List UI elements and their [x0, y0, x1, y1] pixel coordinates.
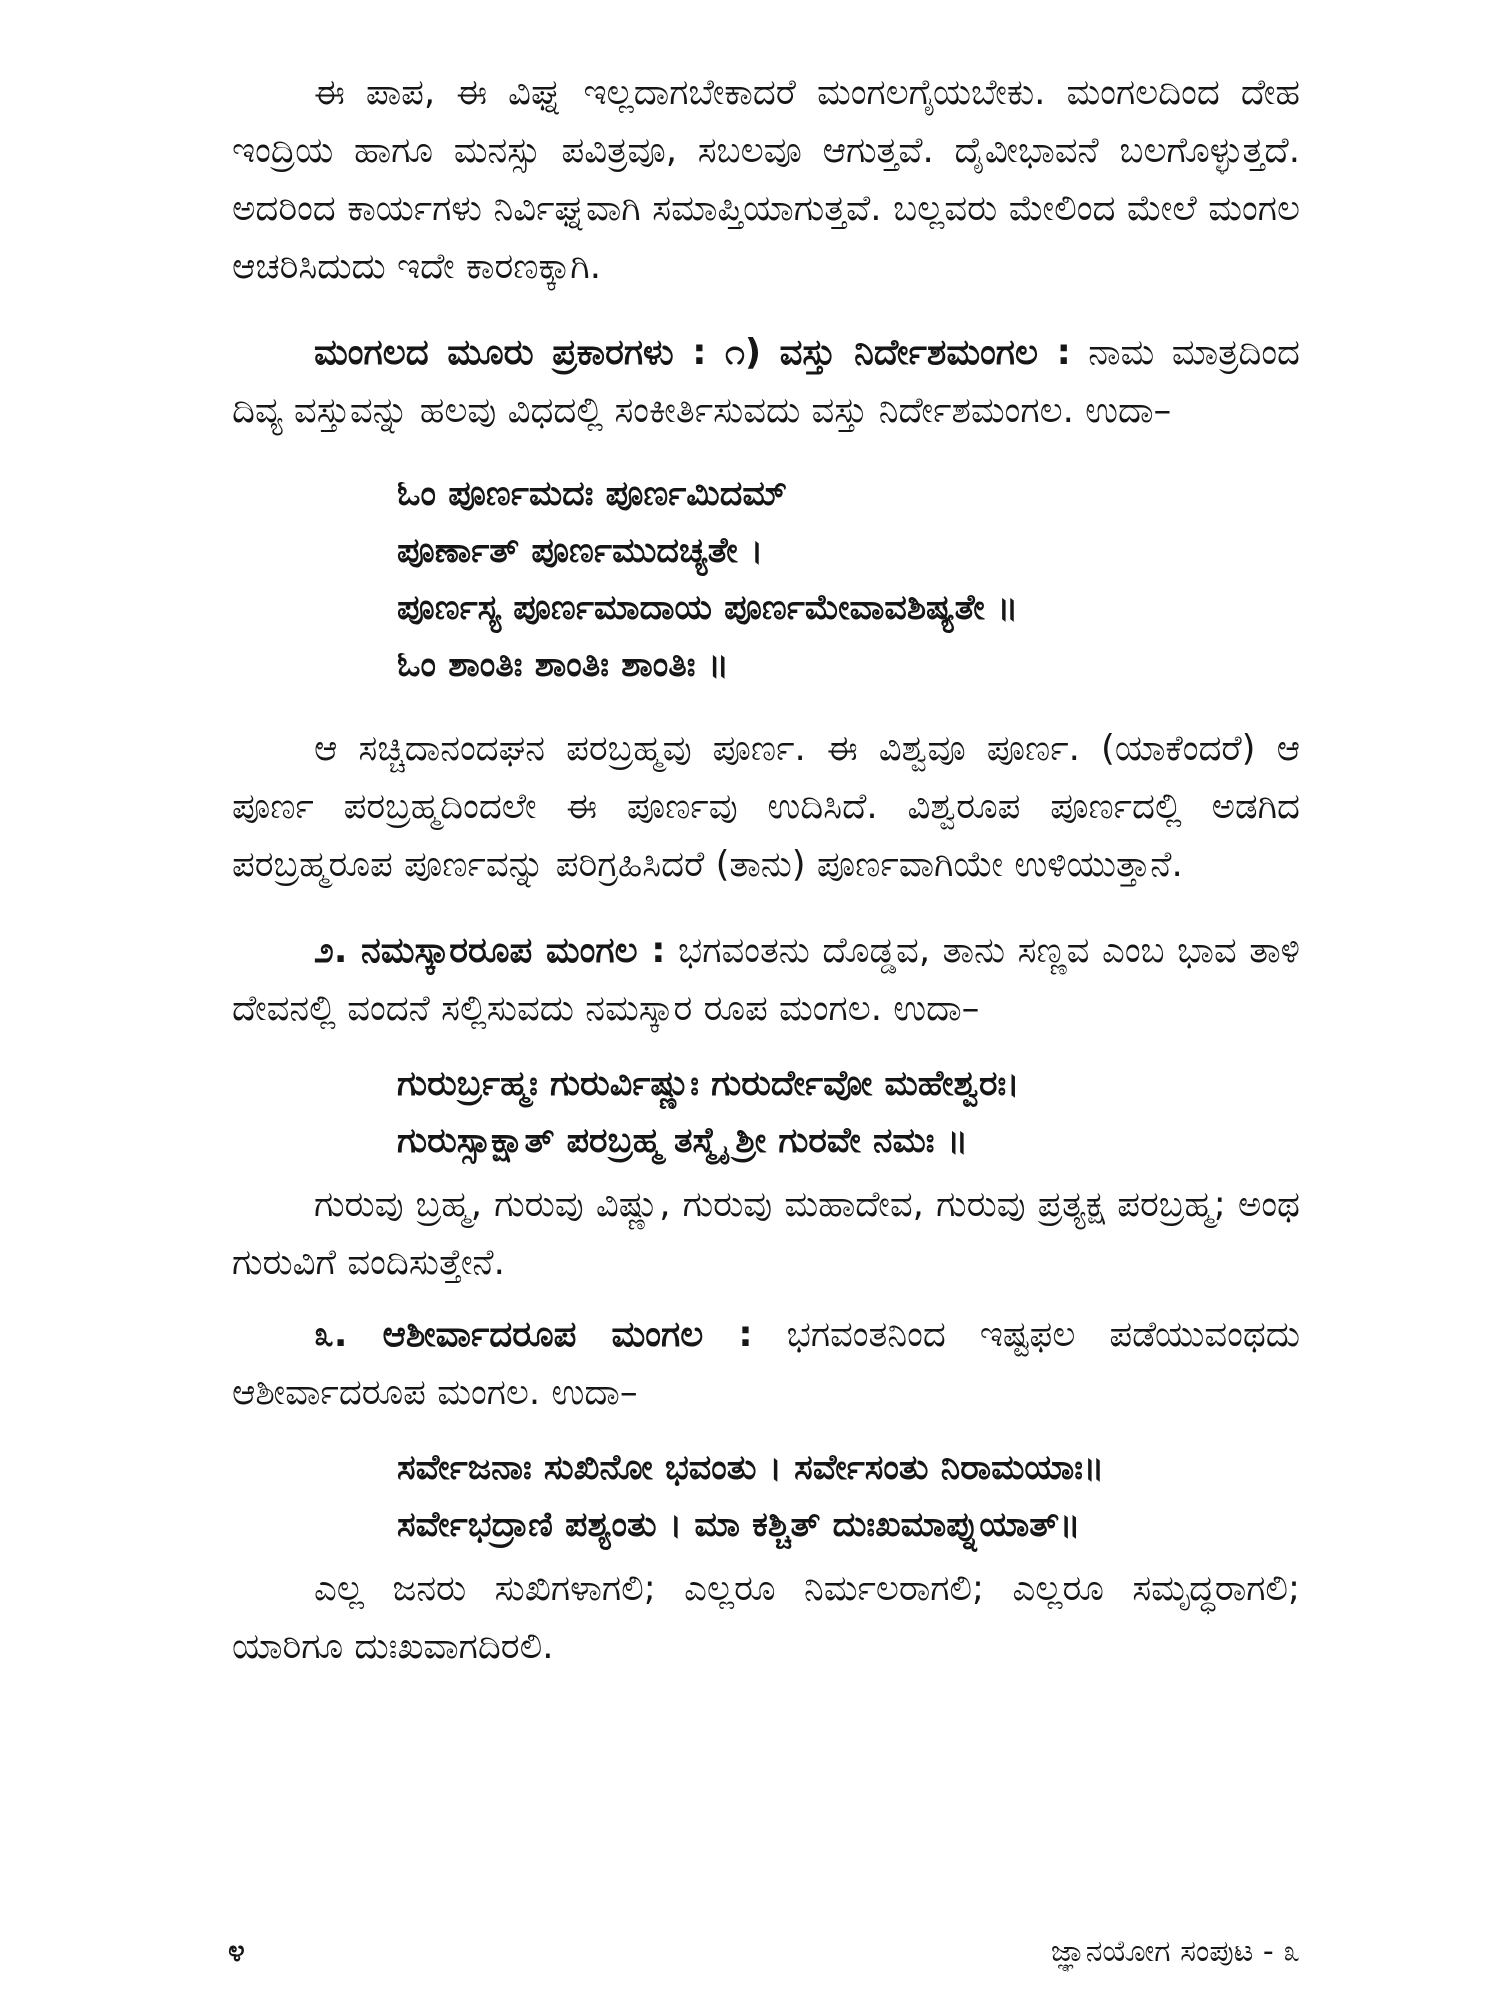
verse-line: ಸರ್ವೇಜನಾಃ ಸುಖಿನೋ ಭವಂತು । ಸರ್ವೇಸಂತು ನಿರಾಮಯಾಃ॥: [397, 1448, 1105, 1488]
page-number: ೪: [228, 1934, 245, 1969]
verse-line: ಪೂರ್ಣಾತ್ ಪೂರ್ಣಮುದಚ್ಯತೇ ।: [397, 531, 764, 571]
section3-text: ಭಗವಂತನಿಂದ ಇಷ್ಟಫಲ ಪಡೆಯುವಂಥದು ಆಶೀರ್ವಾದರೂಪ ಮಂಗಲ. ಉದಾ–: [232, 1314, 1300, 1413]
section2-paragraph: [232, 922, 1300, 1038]
verse-line: ಓಂ ಪೂರ್ಣಮದಃ ಪೂರ್ಣಮಿದಮ್: [397, 474, 787, 514]
intro-paragraph: ಈ ಪಾಪ, ಈ ವಿಘ್ನ ಇಲ್ಲದಾಗಬೇಕಾದರೆ ಮಂಗಲಗೈಯಬೇಕು. ಮಂಗಲದಿಂದ ದೇಹ ಇಂದ್ರಿಯ ಹಾಗೂ ಮನಸ್ಸು ಪವಿತ್ರವೂ, ಸಬಲವೂ ಆಗುತ್ತವೆ. ದೈವೀಭಾವನೆ ಬಲಗೊಳ್ಳುತ್ತದೆ. ಅದರಿಂದ ಕಾರ್ಯಗಳು ನಿರ್ವಿಘ್ನವಾಗಿ ಸಮಾಪ್ತಿಯಾಗುತ್ತವೆ. ಬಲ್ಲವರು ಮೇಲಿಂದ ಮೇಲೆ ಮಂಗಲ ಆಚರಿಸಿದುದು ಇದೇ ಕಾರಣಕ್ಕಾಗಿ.: [232, 72, 1300, 287]
section2-text: ಭಗವಂತನು ದೊಡ್ಡವ, ತಾನು ಸಣ್ಣವ ಎಂಬ ಭಾವ ತಾಳಿ ದೇವನಲ್ಲಿ ವಂದನೆ ಸಲ್ಲಿಸುವದು ನಮಸ್ಕಾರ ರೂಪ ಮಂಗಲ. ಉದಾ–: [232, 930, 1300, 1029]
section2-meaning: ಗುರುವು ಬ್ರಹ್ಮ, ಗುರುವು ವಿಷ್ಣು, ಗುರುವು ಮಹಾದೇವ, ಗುರುವು ಪ್ರತ್ಯಕ್ಷ ಪರಬ್ರಹ್ಮ; ಅಂಥ ಗುರುವಿಗೆ ವಂದಿಸುತ್ತೇನೆ.: [232, 1184, 1300, 1283]
verse-line: ಗುರುರ್ಬ್ರಹ್ಮಃ ಗುರುರ್ವಿಷ್ಣುಃ ಗುರುರ್ದೇವೋ ಮಹೇಶ್ವರಃ।: [397, 1064, 1020, 1104]
section2-verse: [232, 1056, 1300, 1170]
section3-verse: [232, 1440, 1300, 1554]
verse-line: ಓಂ ಶಾಂತಿಃ ಶಾಂತಿಃ ಶಾಂತಿಃ ॥: [397, 645, 730, 685]
verse-line: ಸರ್ವೇಭದ್ರಾಣಿ ಪಶ್ಯಂತು । ಮಾ ಕಶ್ಚಿತ್ ದುಃಖಮಾಪ್ನುಯಾತ್॥: [397, 1505, 1081, 1545]
section1-meaning: ಆ ಸಚ್ಚಿದಾನಂದಘನ ಪರಬ್ರಹ್ಮವು ಪೂರ್ಣ. ಈ ವಿಶ್ವವೂ ಪೂರ್ಣ. (ಯಾಕೆಂದರೆ) ಆ ಪೂರ್ಣ ಪರಬ್ರಹ್ಮದಿಂದಲೇ ಈ ಪೂರ್ಣವು ಉದಿಸಿದೆ. ವಿಶ್ವರೂಪ ಪೂರ್ಣದಲ್ಲಿ ಅಡಗಿದ ಪರಬ್ರಹ್ಮರೂಪ ಪೂರ್ಣವನ್ನು ಪರಿಗ್ರಹಿಸಿದರೆ (ತಾನು) ಪೂರ್ಣವಾಗಿಯೇ ಉಳಿಯುತ್ತಾನೆ.: [232, 728, 1300, 885]
section3-paragraph: [232, 1306, 1300, 1422]
page-body: [232, 64, 1300, 1676]
section1-text: ನಾಮ ಮಾತ್ರದಿಂದ ದಿವ್ಯ ವಸ್ತುವನ್ನು ಹಲವು ವಿಧದಲ್ಲಿ ಸಂಕೀರ್ತಿಸುವದು ವಸ್ತು ನಿರ್ದೇಶಮಂಗಲ. ಉದಾ–: [232, 332, 1300, 431]
verse-line: ಗುರುಸ್ಸಾಕ್ಷಾತ್ ಪರಬ್ರಹ್ಮ ತಸ್ಮೈ ಶ್ರೀ ಗುರವೇ ನಮಃ ॥: [397, 1121, 969, 1161]
section2-heading: ೨. ನಮಸ್ಕಾರರೂಪ ಮಂಗಲ :: [314, 930, 666, 971]
book-title: ಜ್ಞಾನಯೋಗ ಸಂಪುಟ - ೩: [1050, 1934, 1300, 1969]
section1-verse: [232, 466, 1300, 694]
verse-line: ಪೂರ್ಣಸ್ಯ ಪೂರ್ಣಮಾದಾಯ ಪೂರ್ಣಮೇವಾವಶಿಷ್ಯತೇ ॥: [397, 588, 1019, 628]
section1-paragraph: [232, 324, 1300, 440]
section1-heading: ಮಂಗಲದ ಮೂರು ಪ್ರಕಾರಗಳು : ೧) ವಸ್ತು ನಿರ್ದೇಶಮಂಗಲ :: [314, 332, 1071, 373]
section3-heading: ೩. ಆಶೀರ್ವಾದರೂಪ ಮಂಗಲ :: [314, 1314, 753, 1355]
section3-meaning: ಎಲ್ಲ ಜನರು ಸುಖಿಗಳಾಗಲಿ; ಎಲ್ಲರೂ ನಿರ್ಮಲರಾಗಲಿ; ಎಲ್ಲರೂ ಸಮೃದ್ಧರಾಗಲಿ; ಯಾರಿಗೂ ದುಃಖವಾಗದಿರಲಿ.: [232, 1568, 1300, 1667]
